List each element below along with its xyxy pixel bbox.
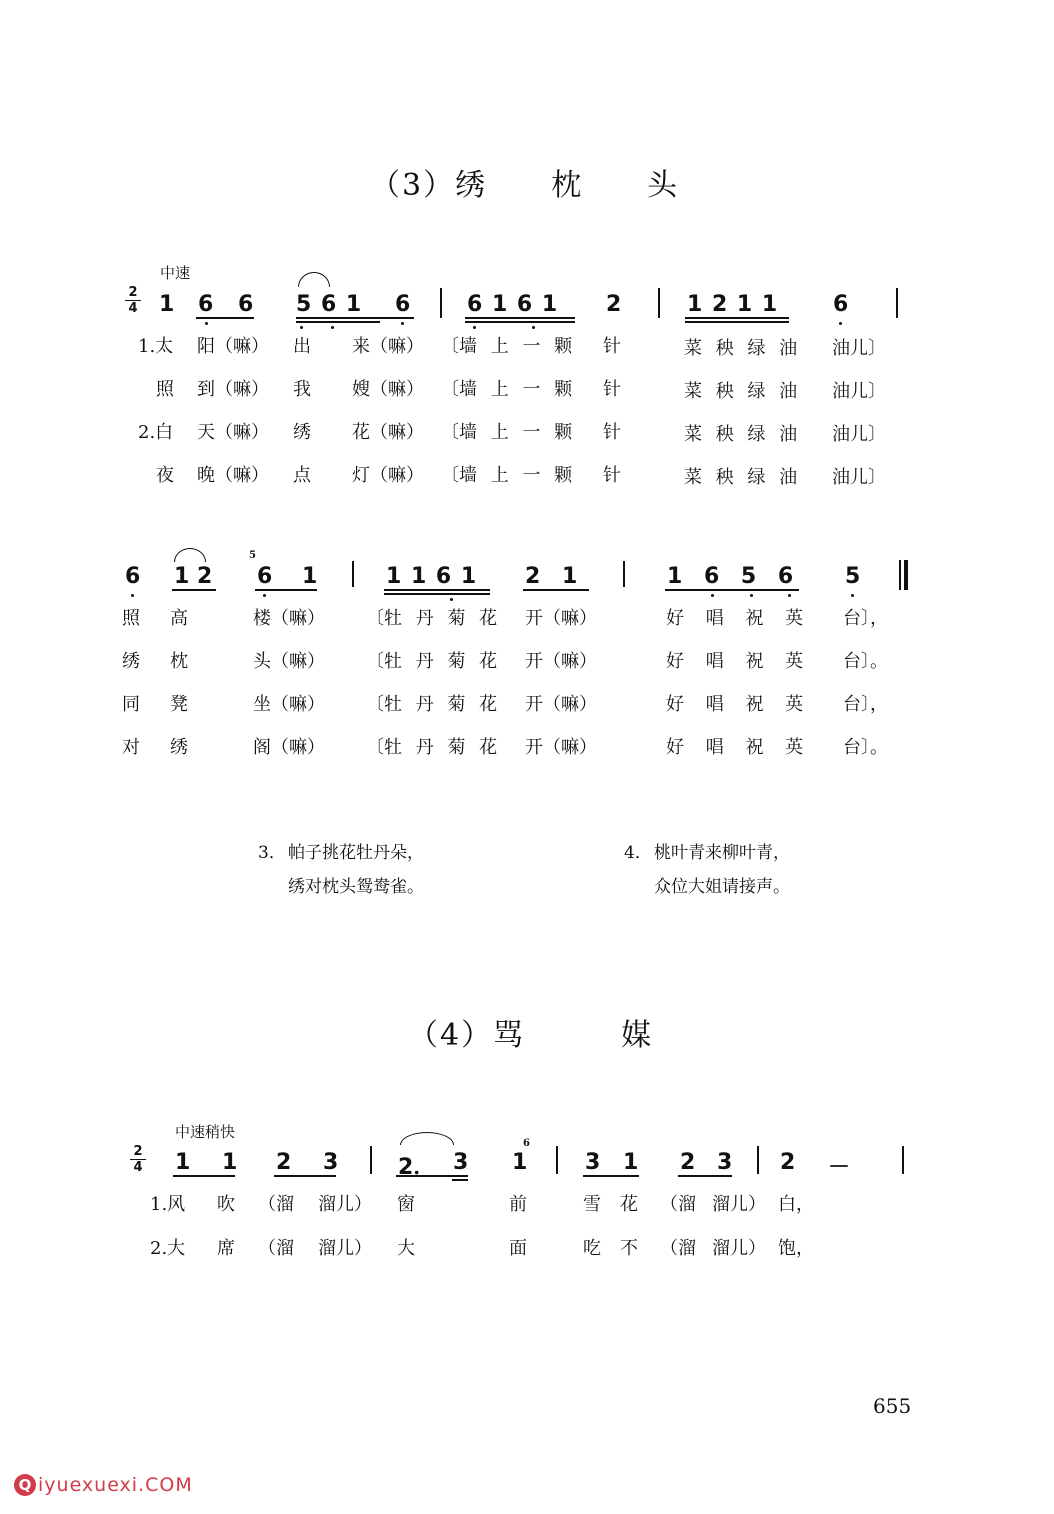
lyric: 油儿〕 xyxy=(832,381,886,402)
lyric: 灯（嘛） xyxy=(352,465,424,486)
lyric: 阳（嘛） xyxy=(197,336,269,357)
beam xyxy=(452,1179,468,1181)
lyric: 花（嘛） xyxy=(352,422,424,443)
note: 2． xyxy=(398,1155,436,1180)
lyric: 2.大 xyxy=(150,1238,186,1259)
lyric: 不 xyxy=(620,1238,638,1259)
note-group: 5 6 1 xyxy=(296,292,362,317)
note: 6 xyxy=(395,292,411,317)
meter-top: 2 xyxy=(133,1144,143,1159)
note: 6 xyxy=(257,564,273,589)
watermark-logo-icon: Q xyxy=(14,1474,36,1496)
lyric: 〔牡 丹 菊 花 xyxy=(366,737,498,758)
beam xyxy=(396,1175,468,1177)
note: 3 xyxy=(717,1150,733,1175)
note: 1 xyxy=(512,1150,528,1175)
slur xyxy=(174,548,206,562)
lyric: 同 xyxy=(122,694,140,715)
lyric: 好 唱 祝 英 xyxy=(666,651,804,672)
low-octave-dot xyxy=(331,326,334,329)
low-octave-dot xyxy=(532,326,535,329)
lyric: 我 xyxy=(293,379,311,400)
lyric: （溜 xyxy=(258,1238,294,1259)
lyric: 吃 xyxy=(583,1238,601,1259)
barline xyxy=(757,1146,759,1174)
lyric: 针 xyxy=(603,336,621,357)
note-group: 1 2 1 1 xyxy=(687,292,778,317)
note: 1 xyxy=(302,564,318,589)
lyric: 台〕， xyxy=(843,694,888,715)
lyric: 好 唱 祝 英 xyxy=(666,694,804,715)
lyric: 台〕， xyxy=(843,608,888,629)
lyric: 〔墙 上 一 颗 xyxy=(441,336,573,357)
lyric: 大 xyxy=(397,1238,415,1259)
lyric: 台〕。 xyxy=(843,651,888,672)
lyric: 窗 xyxy=(397,1194,415,1215)
song4-title: （4）骂 媒 xyxy=(408,1018,654,1053)
lyric: 饱， xyxy=(778,1238,814,1259)
note: 2 xyxy=(680,1150,696,1175)
song4-tempo: 中速稍快 xyxy=(175,1123,236,1141)
grace-note: 5 xyxy=(249,550,256,561)
lyric: 开（嘛） xyxy=(525,651,597,672)
verse-line: 绣对枕头鸳鸯雀。 xyxy=(288,877,424,897)
lyric: 〔墙 上 一 颗 xyxy=(441,379,573,400)
slur xyxy=(298,272,330,287)
low-octave-dot xyxy=(131,594,134,597)
note: 1 xyxy=(222,1150,238,1175)
lyric: 对 xyxy=(122,737,140,758)
lyric: 坐（嘛） xyxy=(253,694,325,715)
lyric: 油儿〕 xyxy=(832,424,886,445)
low-octave-dot xyxy=(750,594,753,597)
barline xyxy=(896,288,898,318)
lyric: 2.白 xyxy=(138,422,174,443)
note: 3 xyxy=(453,1150,469,1175)
lyric: 〔墙 上 一 颗 xyxy=(441,465,573,486)
page-number: 655 xyxy=(873,1394,912,1418)
beam xyxy=(384,593,490,595)
lyric: 好 唱 祝 英 xyxy=(666,737,804,758)
verse-number: 4． xyxy=(624,843,652,863)
low-octave-dot xyxy=(300,326,303,329)
lyric: 夜 xyxy=(156,465,174,486)
verse-line: 帕子挑花牡丹朵， xyxy=(288,843,424,863)
lyric: 来（嘛） xyxy=(352,336,424,357)
lyric: 花 xyxy=(620,1194,638,1215)
beam xyxy=(296,321,380,323)
verse-number: 3． xyxy=(258,843,286,863)
lyric: 阁（嘛） xyxy=(253,737,325,758)
beam xyxy=(685,321,789,323)
beam xyxy=(583,1175,639,1177)
lyric: 好 唱 祝 英 xyxy=(666,608,804,629)
watermark-text: iyuexuexi.COM xyxy=(38,1474,193,1496)
note-group: 6 1 6 1 xyxy=(467,292,558,317)
lyric: 楼（嘛） xyxy=(253,608,325,629)
beam xyxy=(255,589,317,591)
low-octave-dot xyxy=(839,322,842,325)
lyric: 〔牡 丹 菊 花 xyxy=(366,651,498,672)
lyric: 绣 xyxy=(293,422,311,443)
dash: － xyxy=(828,1155,851,1180)
note: 2 xyxy=(276,1150,292,1175)
lyric: 〔牡 丹 菊 花 xyxy=(366,694,498,715)
lyric: 凳 xyxy=(170,694,188,715)
lyric: 菜 秧 绿 油 xyxy=(684,381,798,402)
lyric: 溜儿） xyxy=(318,1238,372,1259)
lyric: 台〕。 xyxy=(843,737,888,758)
song3-tempo: 中速 xyxy=(160,264,191,282)
beam xyxy=(523,589,589,591)
verse-line: 桃叶青来柳叶青， xyxy=(654,843,790,863)
slur xyxy=(400,1132,454,1145)
beam xyxy=(172,589,216,591)
low-octave-dot xyxy=(450,598,453,601)
meter-bottom: 4 xyxy=(128,301,138,316)
note: 6 xyxy=(833,292,849,317)
beam xyxy=(173,1175,235,1177)
lyric: 〔墙 上 一 颗 xyxy=(441,422,573,443)
lyric: 雪 xyxy=(583,1194,601,1215)
lyric: 油儿〕 xyxy=(832,467,886,488)
lyric: 嫂（嘛） xyxy=(352,379,424,400)
note-group: 1 2 xyxy=(174,564,213,589)
lyric: 高 xyxy=(170,608,188,629)
lyric: 吹 xyxy=(217,1194,235,1215)
lyric: 前 xyxy=(509,1194,527,1215)
verse-line: 众位大姐请接声。 xyxy=(654,877,790,897)
lyric: 头（嘛） xyxy=(253,651,325,672)
lyric: 1.太 xyxy=(138,336,174,357)
lyric: 针 xyxy=(603,465,621,486)
note: 1 xyxy=(159,292,175,317)
note: 6 xyxy=(125,564,141,589)
beam xyxy=(296,317,414,319)
lyric: 点 xyxy=(293,465,311,486)
note-group: 1 1 6 1 xyxy=(386,564,477,589)
lyric: 1.风 xyxy=(150,1194,186,1215)
lyric: 照 xyxy=(122,608,140,629)
note: 2 xyxy=(606,292,622,317)
final-barline xyxy=(899,560,901,590)
barline xyxy=(658,288,660,318)
barline xyxy=(352,561,354,587)
song3-time-signature xyxy=(125,286,141,315)
lyric: 天（嘛） xyxy=(197,422,269,443)
lyric: 溜儿） xyxy=(712,1238,766,1259)
lyric: 菜 秧 绿 油 xyxy=(684,338,798,359)
lyric: 开（嘛） xyxy=(525,737,597,758)
note-group: 2 1 xyxy=(525,564,578,589)
low-octave-dot xyxy=(788,594,791,597)
note: 1 xyxy=(623,1150,639,1175)
lyric: 开（嘛） xyxy=(525,694,597,715)
song3-title: （3）绣 枕 头 xyxy=(370,168,680,203)
lyric: 到（嘛） xyxy=(197,379,269,400)
lyric: （溜 xyxy=(258,1194,294,1215)
note: 2 xyxy=(780,1150,796,1175)
lyric: 针 xyxy=(603,422,621,443)
low-octave-dot xyxy=(205,322,208,325)
lyric: （溜 xyxy=(660,1238,696,1259)
beam xyxy=(665,589,799,591)
note: 3 xyxy=(323,1150,339,1175)
beam xyxy=(465,317,575,319)
note: 6 xyxy=(198,292,214,317)
barline xyxy=(370,1146,372,1174)
beam xyxy=(678,1175,732,1177)
note: 5 xyxy=(845,564,861,589)
note-group: 1 6 5 6 xyxy=(667,564,794,589)
lyric: 面 xyxy=(509,1238,527,1259)
grace-note: 6 xyxy=(523,1138,530,1149)
lyric: 针 xyxy=(603,379,621,400)
barline xyxy=(902,1146,904,1174)
lyric: 晚（嘛） xyxy=(197,465,269,486)
barline xyxy=(556,1146,558,1174)
meter-bottom: 4 xyxy=(133,1160,143,1175)
final-barline xyxy=(904,560,908,590)
low-octave-dot xyxy=(711,594,714,597)
beam xyxy=(196,317,254,319)
lyric: 枕 xyxy=(170,651,188,672)
lyric: 〔牡 丹 菊 花 xyxy=(366,608,498,629)
lyric: 开（嘛） xyxy=(525,608,597,629)
lyric: 白， xyxy=(778,1194,814,1215)
song4-time-signature xyxy=(130,1145,146,1174)
lyric: 菜 秧 绿 油 xyxy=(684,467,798,488)
lyric: 席 xyxy=(217,1238,235,1259)
beam xyxy=(384,589,490,591)
lyric: 绣 xyxy=(122,651,140,672)
beam xyxy=(274,1175,336,1177)
lyric: 照 xyxy=(156,379,174,400)
lyric: 溜儿） xyxy=(318,1194,372,1215)
note: 6 xyxy=(238,292,254,317)
note: 3 xyxy=(585,1150,601,1175)
lyric: 绣 xyxy=(170,737,188,758)
note: 1 xyxy=(175,1150,191,1175)
lyric: 出 xyxy=(293,336,311,357)
lyric: 油儿〕 xyxy=(832,338,886,359)
lyric: （溜 xyxy=(660,1194,696,1215)
low-octave-dot xyxy=(851,594,854,597)
low-octave-dot xyxy=(263,594,266,597)
meter-top: 2 xyxy=(128,285,138,300)
barline xyxy=(440,288,442,318)
lyric: 溜儿） xyxy=(712,1194,766,1215)
low-octave-dot xyxy=(401,322,404,325)
low-octave-dot xyxy=(473,326,476,329)
beam xyxy=(685,317,789,319)
lyric: 菜 秧 绿 油 xyxy=(684,424,798,445)
barline xyxy=(623,561,625,587)
beam xyxy=(465,321,575,323)
